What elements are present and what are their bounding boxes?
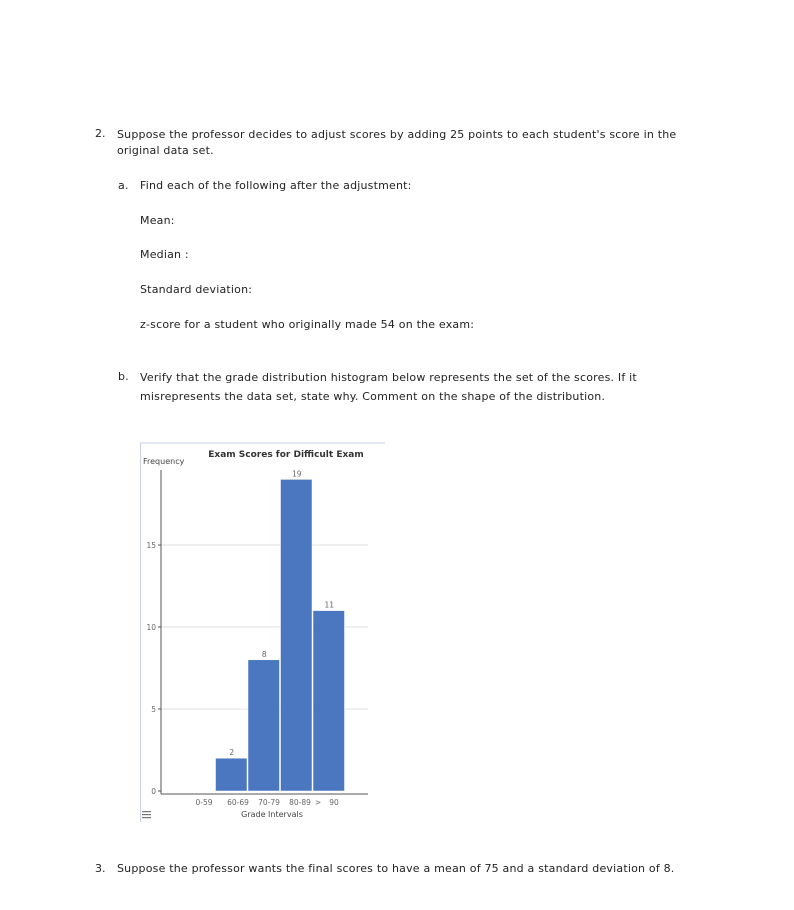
x-tick-label: 0-59 [195,798,213,807]
data-label: 8 [261,649,267,659]
median-prompt: Median : [140,248,189,261]
data-label: 19 [291,469,302,479]
y-tick-label: 10 [146,623,156,632]
x-tick-label: > [314,798,322,807]
x-tick-label: 60-69 [227,798,249,807]
y-axis-label: Frequency [143,457,185,466]
std-dev-prompt: Standard deviation: [140,283,253,296]
bar-70-79[interactable] [248,660,280,791]
part-a-label: a. [118,179,129,192]
data-label: 11 [324,600,335,610]
histogram-chart [140,442,385,822]
y-tick-label: 15 [146,541,156,550]
data-label: 2 [229,748,235,758]
chart-title: Exam Scores for Difficult Exam [208,450,364,460]
bar-80-89[interactable] [281,479,313,791]
y-tick-label: 5 [151,705,156,714]
x-tick-label: 70-79 [258,798,280,807]
hamburger-icon[interactable] [142,811,151,818]
question-2-number: 2. [95,127,106,140]
part-a-text: Find each of the following after the adjustment: [140,179,412,192]
y-tick-label: 0 [151,787,156,796]
x-tick-label: 80-89 [289,798,311,807]
part-b-label: b. [118,370,129,383]
question-2-text: Suppose the professor decides to adjust scores by adding 25 points to each student's score in the original data set. [117,128,677,157]
x-axis-label: Grade Intervals [241,810,303,819]
question-3-text: Suppose the professor wants the final scores to have a mean of 75 and a standard deviation of 8. [117,862,675,875]
bar--90[interactable] [313,611,345,791]
z-score-prompt: z-score for a student who originally made 54 on the exam: [140,318,475,331]
mean-prompt: Mean: [140,214,175,227]
question-3-number: 3. [95,862,106,875]
part-b-text: Verify that the grade distribution histogram below represents the set of the scores. If it misrepresents the data set, state why. Comment on the shape of the distribution. [140,371,637,403]
x-tick-label: 90 [329,798,339,807]
bar-60-69[interactable] [216,758,248,791]
